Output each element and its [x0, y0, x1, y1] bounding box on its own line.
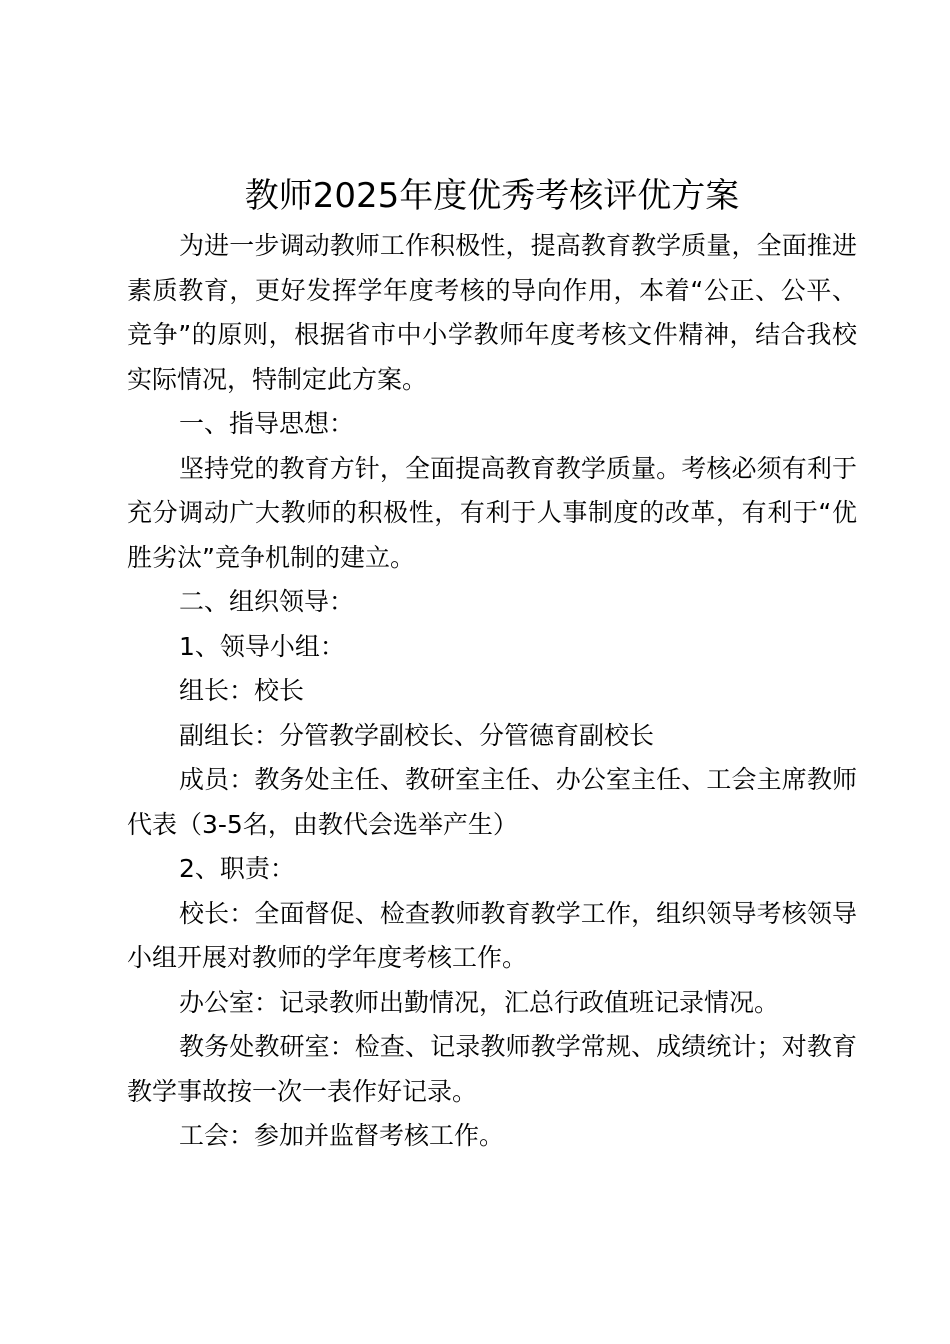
deputy-leader-line: 副组长：分管教学副校长、分管德育副校长 — [179, 720, 655, 750]
group-leader-line: 组长：校长 — [179, 676, 305, 705]
principal-duty-paragraph: 校长：全面督促、检查教师教育教学工作，组织领导考核领导小组开展对教师的学年度考核工作。 — [127, 898, 857, 972]
intro-paragraph: 为进一步调动教师工作积极性，提高教育教学质量，全面推进素质教育，更好发挥学年度考核的导向作用，本着“公正、公平、竞争”的原则，根据省市中小学教师年度考核文件精神，结合我校实际情况，特制定此方案。 — [127, 231, 857, 394]
subheading-duties: 2、职责： — [179, 854, 295, 883]
academic-office-duty-paragraph: 教务处教研室：检查、记录教师教学常规、成绩统计；对教育教学事故按一次一表作好记录。 — [127, 1032, 857, 1106]
members-paragraph: 成员：教务处主任、教研室主任、办公室主任、工会主席教师代表（3-5名，由教代会选举产生） — [127, 765, 857, 839]
union-duty-paragraph: 工会：参加并监督考核工作。 — [179, 1121, 505, 1150]
document-title: 教师2025年度优秀考核评优方案 — [244, 176, 740, 216]
document-page — [127, 170, 857, 1159]
office-duty-paragraph: 办公室：记录教师出勤情况，汇总行政值班记录情况。 — [179, 987, 780, 1017]
section-heading-organization: 二、组织领导： — [179, 587, 355, 616]
section-heading-guiding-ideology: 一、指导思想： — [179, 409, 355, 438]
guiding-ideology-paragraph: 坚持党的教育方针，全面提高教育教学质量。考核必须有利于充分调动广大教师的积极性，有利于人事制度的改革，有利于“优胜劣汰”竞争机制的建立。 — [127, 453, 857, 572]
subheading-leadership-group: 1、领导小组： — [179, 631, 345, 661]
